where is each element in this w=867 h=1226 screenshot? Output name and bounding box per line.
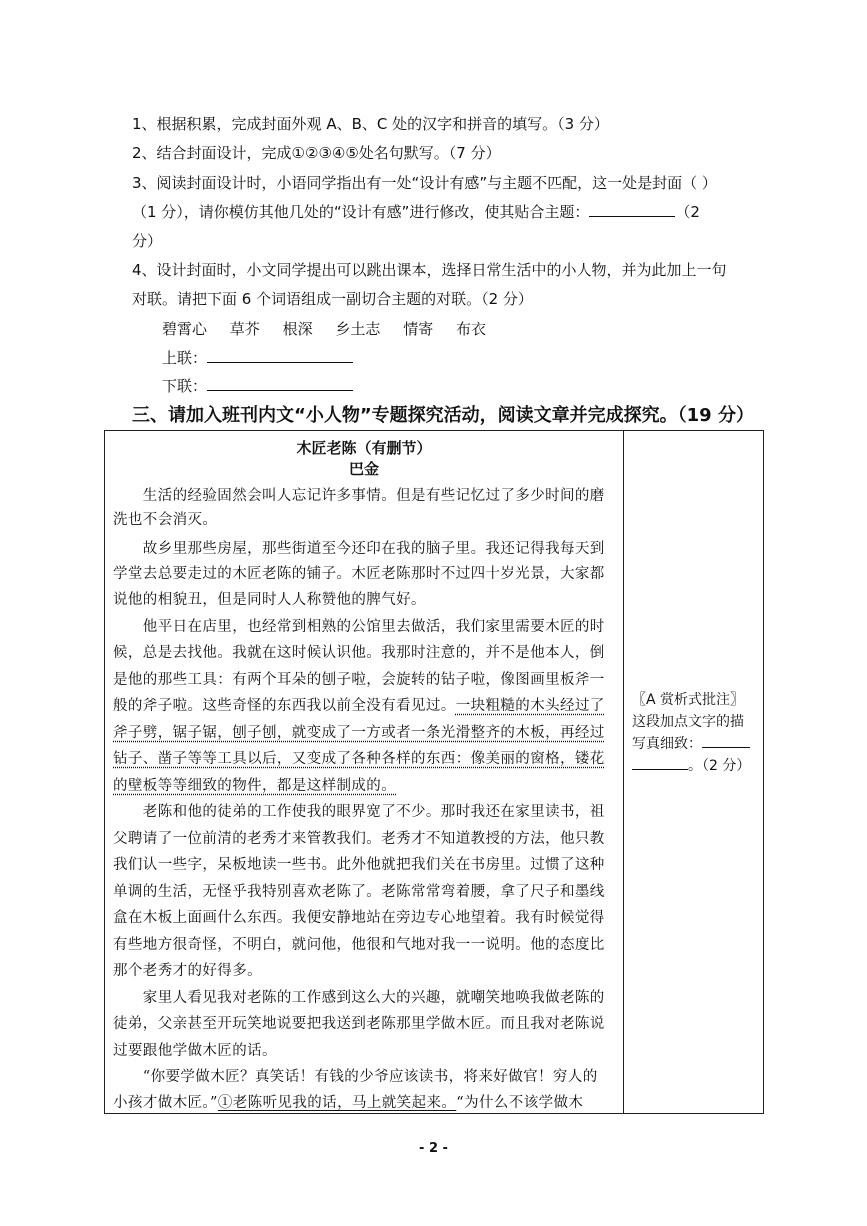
article-line: 过要跟他学做木匠的话。 bbox=[113, 1043, 277, 1059]
upper-couplet bbox=[162, 347, 353, 368]
article-text: 小孩才做木匠。” bbox=[113, 1095, 218, 1111]
section-title: 三、请加入班刊内文“小人物”专题探究活动，阅读文章并完成探究。（19 分） bbox=[132, 405, 754, 426]
article-line: 徒弟，父亲甚至开玩笑地说要把我送到老陈那里学做木匠。而且我对老陈说 bbox=[113, 1016, 605, 1032]
article-line: 洗也不会消灭。 bbox=[113, 512, 218, 528]
article-line: 学堂去总要走过的木匠老陈的铺子。木匠老陈那时不过四十岁光景，大家都 bbox=[113, 566, 605, 582]
article-line: 单调的生活，无怪乎我特别喜欢老陈了。老陈常常弯着腰，拿了尺子和墨线 bbox=[113, 884, 605, 900]
annotation-title: 〖A 赏析式批注〗 bbox=[632, 692, 745, 708]
underlined-sentence: ①老陈听见我的话，马上就笑起来。 bbox=[217, 1095, 457, 1111]
article-line: 故乡里那些房屋，那些街道至今还印在我的脑子里。我还记得我每天到 bbox=[113, 541, 605, 557]
question-3-text: （1 分），请你模仿其他几处的“设计有感”进行修改，使其贴合主题： bbox=[132, 203, 590, 221]
article-box bbox=[104, 430, 764, 1114]
article-line: “你要学做木匠？真笑话！有钱的少爷应该读书，将来好做官！穷人的 bbox=[113, 1069, 598, 1085]
lower-couplet bbox=[162, 375, 353, 396]
word-item: 根深 bbox=[282, 320, 313, 338]
word-item: 布衣 bbox=[455, 320, 486, 338]
annotation-line bbox=[632, 733, 762, 755]
question-1: 1、根据积累，完成封面外观 A、B、C 处的汉字和拼音的填写。（3 分） bbox=[132, 115, 609, 133]
question-3-line-3: 分） bbox=[132, 232, 163, 250]
article-text: “为什么不该学做木 bbox=[456, 1095, 584, 1111]
question-3-line-1: 3、阅读封面设计时，小语同学指出有一处“设计有感”与主题不匹配，这一处是封面（ ） bbox=[132, 174, 717, 192]
article-line: 盒在木板上面画什么东西。我便安静地站在旁边专心地望着。我有时候觉得 bbox=[113, 910, 605, 926]
article-text: 般的斧子啦。这些奇怪的东西我以前全没有看见过。 bbox=[113, 698, 456, 714]
article-line: 说他的相貌丑，但是同时人人称赞他的脾气好。 bbox=[113, 592, 426, 608]
article-line: 老陈和他的徒弟的工作使我的眼界宽了不少。那时我还在家里读书，祖 bbox=[113, 804, 605, 820]
article-line: 他平日在店里，也经常到相熟的公馆里去做活，我们家里需要木匠的时 bbox=[113, 619, 605, 635]
word-bank bbox=[162, 318, 504, 339]
column-divider bbox=[623, 431, 624, 1113]
article-line: 我们认一些字，呆板地读一些书。此外他就把我们关在书房里。过惯了这种 bbox=[113, 857, 605, 873]
question-2: 2、结合封面设计，完成①②③④⑤处名句默写。（7 分） bbox=[132, 144, 501, 162]
upper-couplet-label: 上联： bbox=[162, 349, 208, 367]
dotted-text: 一块粗糙的木头经过了 bbox=[455, 698, 605, 714]
word-item: 乡土志 bbox=[335, 320, 381, 338]
article-line: 父聘请了一位前清的老秀才来管教我们。老秀才不知道教授的方法，他只教 bbox=[113, 831, 605, 847]
article-line: 家里人看见我对老陈的工作感到这么大的兴趣，就嘲笑地唤我做老陈的 bbox=[113, 990, 605, 1006]
article-line: 有些地方很奇怪，不明白，就问他，他很和气地对我一一说明。他的态度比 bbox=[113, 937, 605, 953]
annotation-score: 。（2 分） bbox=[688, 758, 751, 774]
question-3-line-2 bbox=[132, 201, 700, 223]
article-title: 木匠老陈（有删节） bbox=[296, 439, 432, 457]
article-line: 候，总是去找他。我就在这时候认识他。我那时注意的，并不是他本人，倒 bbox=[113, 645, 605, 661]
article-line: 是他的那些工具：有两个耳朵的刨子啦，会旋转的钻子啦，像图画里板斧一 bbox=[113, 672, 605, 688]
question-4-line-1: 4、设计封面时，小文同学提出可以跳出课本，选择日常生活中的小人物，并为此加上一句 bbox=[132, 261, 727, 279]
question-3-score: （2 bbox=[675, 203, 700, 221]
annotation-text: 写真细致： bbox=[632, 736, 702, 752]
word-item: 情寄 bbox=[403, 320, 434, 338]
article-author: 巴金 bbox=[348, 460, 379, 478]
dotted-line: 斧子劈，锯子锯，刨子刨，就变成了一方或者一条光滑整齐的木板，再经过 bbox=[113, 725, 605, 741]
article-line bbox=[113, 1091, 618, 1112]
word-item: 草芥 bbox=[229, 320, 260, 338]
upper-couplet-blank[interactable] bbox=[207, 348, 353, 363]
dotted-line: 钻子、凿子等等工具以后，又变成了各种各样的东西：像美丽的窗格，镂花 bbox=[113, 751, 605, 767]
answer-blank[interactable] bbox=[589, 202, 675, 217]
annotation-blank[interactable] bbox=[702, 733, 750, 748]
annotation-blank[interactable] bbox=[632, 755, 688, 770]
page-number: - 2 - bbox=[419, 1141, 448, 1156]
question-4-line-2: 对联。请把下面 6 个词语组成一副切合主题的对联。（2 分） bbox=[132, 290, 533, 308]
lower-couplet-label: 下联： bbox=[162, 377, 208, 395]
article-line: 生活的经验固然会叫人忘记许多事情。但是有些记忆过了多少时间的磨 bbox=[113, 488, 605, 504]
annotation-line bbox=[632, 755, 762, 777]
word-item: 碧霄心 bbox=[162, 320, 208, 338]
annotation-text: 这段加点文字的描 bbox=[632, 714, 744, 730]
article-line bbox=[113, 694, 618, 715]
dotted-line: 的壁板等等细致的物件，都是这样制成的。 bbox=[113, 778, 397, 794]
article-line: 那个老秀才的好得多。 bbox=[113, 963, 262, 979]
lower-couplet-blank[interactable] bbox=[207, 376, 353, 391]
